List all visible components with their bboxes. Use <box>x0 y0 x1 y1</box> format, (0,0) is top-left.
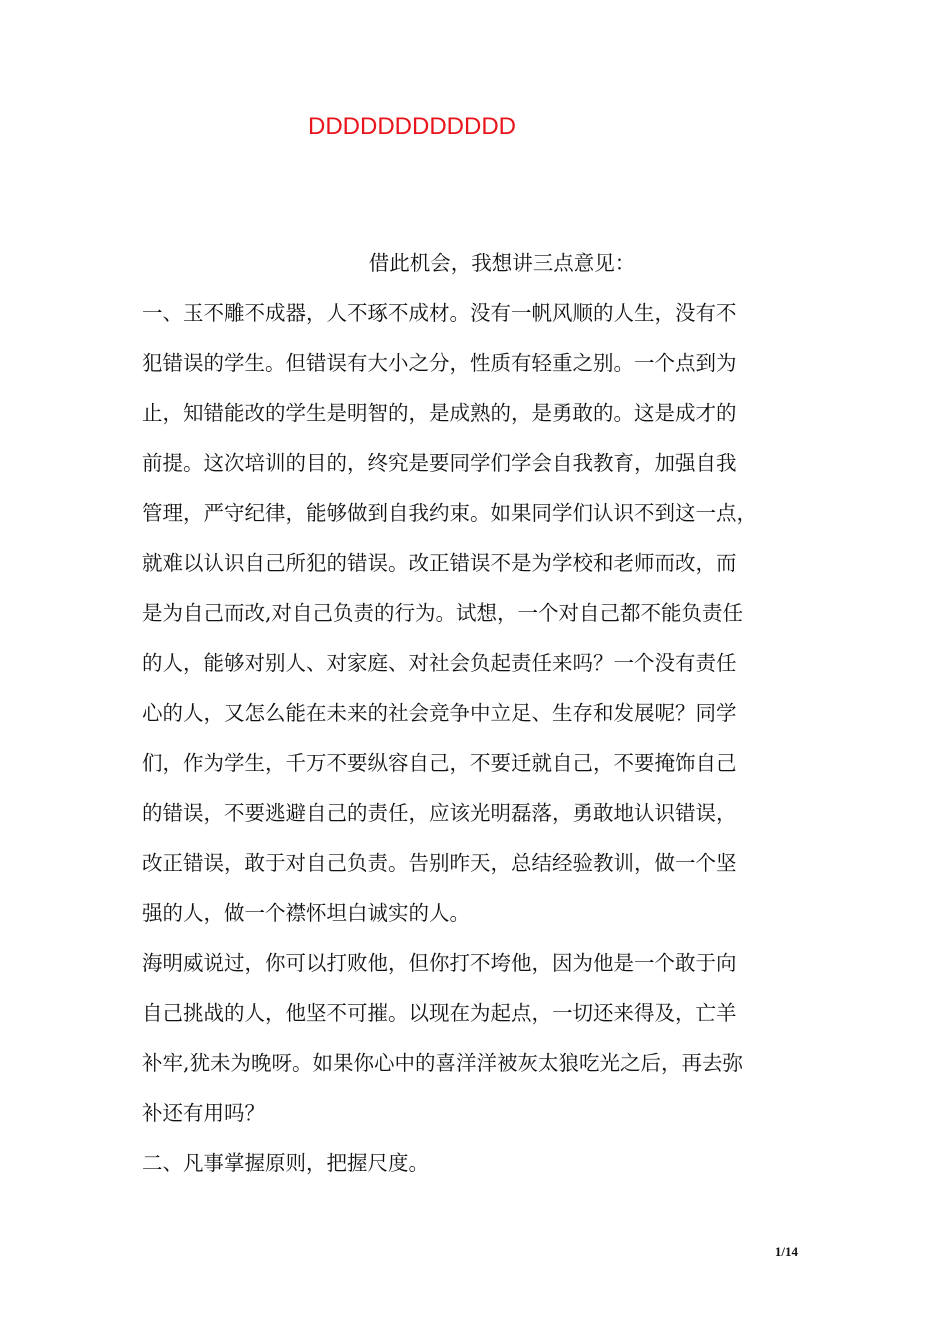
text-line: 补还有用吗？ <box>142 1101 265 1125</box>
text-line: 心的人，又怎么能在未来的社会竞争中立足、生存和发展呢？同学 <box>142 701 737 725</box>
text-line: 前提。这次培训的目的，终究是要同学们学会自我教育，加强自我 <box>142 451 737 475</box>
document-body <box>142 238 822 1188</box>
text-line: 二、凡事掌握原则，把握尺度。 <box>142 1151 429 1175</box>
text-line: 是为自己而改,对自己负责的行为。试想，一个对自己都不能负责任 <box>142 601 744 625</box>
header-title: DDDDDDDDDDDD <box>308 113 516 140</box>
text-line: 们，作为学生，千万不要纵容自己，不要迁就自己，不要掩饰自己 <box>142 751 737 775</box>
intro-line: 借此机会，我想讲三点意见： <box>368 251 636 275</box>
page-number: 1/14 <box>774 1244 798 1259</box>
text-line: 止，知错能改的学生是明智的，是成熟的，是勇敢的。这是成才的 <box>142 401 737 425</box>
text-line: 就难以认识自己所犯的错误。改正错误不是为学校和老师而改，而 <box>142 551 737 575</box>
text-line: 一、玉不雕不成器，人不琢不成材。没有一帆风顺的人生，没有不 <box>142 301 737 325</box>
text-line: 犯错误的学生。但错误有大小之分，性质有轻重之别。一个点到为 <box>142 351 737 375</box>
text-line: 的错误，不要逃避自己的责任，应该光明磊落，勇敢地认识错误， <box>142 801 737 825</box>
text-line: 的人，能够对别人、对家庭、对社会负起责任来吗？一个没有责任 <box>142 651 737 675</box>
text-line: 补牢,犹未为晚呀。如果你心中的喜洋洋被灰太狼吃光之后，再去弥 <box>142 1051 744 1075</box>
text-line: 管理，严守纪律，能够做到自我约束。如果同学们认识不到这一点， <box>142 501 757 525</box>
text-line: 强的人，做一个襟怀坦白诚实的人。 <box>142 901 470 925</box>
text-line: 自己挑战的人，他坚不可摧。以现在为起点，一切还来得及，亡羊 <box>142 1001 737 1025</box>
text-line: 改正错误，敢于对自己负责。告别昨天，总结经验教训，做一个坚 <box>142 851 737 875</box>
text-line: 海明威说过，你可以打败他，但你打不垮他，因为他是一个敢于向 <box>142 951 737 975</box>
